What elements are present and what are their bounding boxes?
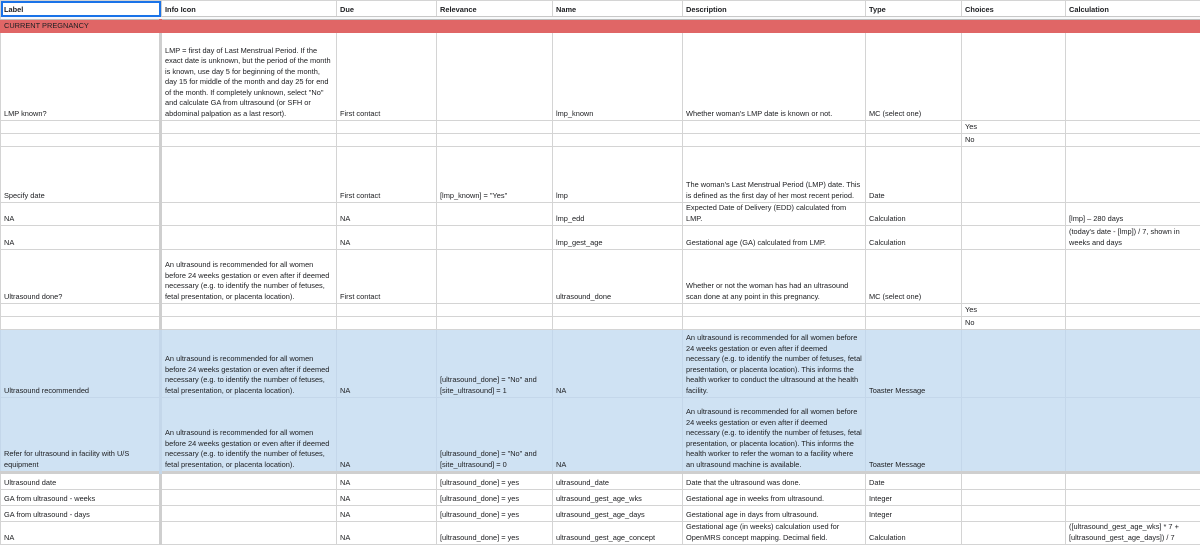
cell-info[interactable] <box>161 317 337 330</box>
table-row <box>1 121 1200 134</box>
cell-description[interactable] <box>683 134 866 147</box>
cell-info[interactable] <box>161 203 337 226</box>
cell-choices[interactable] <box>962 203 1066 226</box>
header-choices[interactable]: Choices <box>962 1 1066 17</box>
cell-description[interactable]: Gestational age (in weeks) calculation used for OpenMRS concept mapping. Decimal field. <box>683 522 866 545</box>
cell-due[interactable]: NA <box>337 490 437 506</box>
cell-label[interactable]: GA from ultrasound - weeks <box>1 490 161 506</box>
cell-info[interactable]: LMP = first day of Last Menstrual Period. If the exact date is unknown, but the period of the month is known, use day 5 for beginning of the month, day 15 for middle of the month and day 25 for end of the month. If completely unknown, select "No" and calculate GA from ultrasound (or SFH or abdominal palpation as a last resort). <box>161 33 337 121</box>
cell-name[interactable]: lmp_known <box>553 33 683 121</box>
cell-label[interactable] <box>1 304 161 317</box>
cell-choices[interactable] <box>962 33 1066 121</box>
cell-description[interactable]: Whether woman's LMP date is known or not. <box>683 33 866 121</box>
cell-calculation[interactable] <box>1066 398 1200 473</box>
cell-choices[interactable] <box>962 147 1066 203</box>
header-type[interactable]: Type <box>866 1 962 17</box>
cell-choices[interactable] <box>962 226 1066 250</box>
cell-due[interactable]: NA <box>337 398 437 473</box>
cell-type[interactable]: Calculation <box>866 203 962 226</box>
cell-description[interactable]: An ultrasound is recommended for all women before 24 weeks gestation or even after if deemed necessary (e.g. to identify the number of fetuses, fetal presentation, or placenta location). This informs the health worker to refer the woman to a facility where an ultrasound machine is available. <box>683 398 866 473</box>
cell-type[interactable]: Toaster Message <box>866 330 962 398</box>
cell-relevance[interactable]: [ultrasound_done] = "No" and [site_ultrasound] = 0 <box>437 398 553 473</box>
cell-label[interactable] <box>1 134 161 147</box>
section-cell[interactable] <box>437 20 553 33</box>
cell-label[interactable]: GA from ultrasound - days <box>1 506 161 522</box>
cell-choices[interactable]: Yes <box>962 121 1066 134</box>
table-row <box>1 33 1200 121</box>
cell-relevance[interactable] <box>437 226 553 250</box>
table-row <box>1 203 1200 226</box>
cell-relevance[interactable]: [lmp_known] = "Yes" <box>437 147 553 203</box>
cell-type[interactable]: Integer <box>866 506 962 522</box>
cell-relevance[interactable] <box>437 250 553 304</box>
section-cell[interactable] <box>866 20 962 33</box>
table-row <box>1 226 1200 250</box>
cell-due[interactable]: First contact <box>337 147 437 203</box>
cell-type[interactable] <box>866 121 962 134</box>
cell-due[interactable]: NA <box>337 203 437 226</box>
cell-choices[interactable] <box>962 250 1066 304</box>
cell-name[interactable]: NA <box>553 398 683 473</box>
cell-due[interactable]: NA <box>337 506 437 522</box>
cell-choices[interactable]: Yes <box>962 304 1066 317</box>
cell-due[interactable]: NA <box>337 330 437 398</box>
cell-type[interactable]: Date <box>866 473 962 490</box>
cell-name[interactable]: ultrasound_date <box>553 473 683 490</box>
cell-name[interactable] <box>553 134 683 147</box>
cell-description[interactable]: The woman's Last Menstrual Period (LMP) date. This is defined as the first day of her most recent period. <box>683 147 866 203</box>
cell-relevance[interactable]: [ultrasound_done] = yes <box>437 473 553 490</box>
cell-type[interactable] <box>866 304 962 317</box>
cell-label[interactable]: Ultrasound recommended <box>1 330 161 398</box>
cell-info[interactable] <box>161 121 337 134</box>
cell-name[interactable]: NA <box>553 330 683 398</box>
cell-description[interactable]: Gestational age in days from ultrasound. <box>683 506 866 522</box>
cell-due[interactable]: First contact <box>337 33 437 121</box>
cell-label[interactable] <box>1 317 161 330</box>
cell-choices[interactable] <box>962 473 1066 490</box>
cell-label[interactable] <box>1 121 161 134</box>
cell-type[interactable]: Calculation <box>866 522 962 545</box>
cell-type[interactable]: Toaster Message <box>866 398 962 473</box>
cell-choices[interactable] <box>962 522 1066 545</box>
cell-relevance[interactable] <box>437 121 553 134</box>
cell-label[interactable]: NA <box>1 203 161 226</box>
cell-name[interactable]: lmp <box>553 147 683 203</box>
table-row <box>1 522 1200 545</box>
cell-relevance[interactable] <box>437 203 553 226</box>
section-cell[interactable] <box>962 20 1066 33</box>
cell-name[interactable]: ultrasound_done <box>553 250 683 304</box>
table-row <box>1 506 1200 522</box>
header-info-icon[interactable]: Info Icon <box>161 1 337 17</box>
cell-info[interactable]: An ultrasound is recommended for all women before 24 weeks gestation or even after if deemed necessary (e.g. to identify the number of fetuses, fetal presentation, or placenta location). <box>161 398 337 473</box>
cell-choices[interactable] <box>962 398 1066 473</box>
cell-name[interactable] <box>553 304 683 317</box>
cell-type[interactable] <box>866 317 962 330</box>
cell-due[interactable]: First contact <box>337 250 437 304</box>
cell-due[interactable] <box>337 304 437 317</box>
header-calculation[interactable]: Calculation <box>1066 1 1200 17</box>
cell-type[interactable]: Integer <box>866 490 962 506</box>
cell-description[interactable]: Expected Date of Delivery (EDD) calculated from LMP. <box>683 203 866 226</box>
table-row <box>1 490 1200 506</box>
cell-info[interactable]: An ultrasound is recommended for all women before 24 weeks gestation or even after if deemed necessary (e.g. to identify the number of fetuses, fetal presentation, or placenta location). <box>161 250 337 304</box>
table-row <box>1 330 1200 398</box>
cell-due[interactable] <box>337 121 437 134</box>
cell-choices[interactable] <box>962 506 1066 522</box>
section-row <box>1 20 1200 33</box>
cell-info[interactable] <box>161 304 337 317</box>
table-row <box>1 147 1200 203</box>
cell-calculation[interactable] <box>1066 506 1200 522</box>
cell-calculation[interactable]: ([ultrasound_gest_age_wks] * 7 + [ultrasound_gest_age_days]) / 7 <box>1066 522 1200 545</box>
header-label[interactable]: Label <box>1 1 161 17</box>
cell-name[interactable]: lmp_gest_age <box>553 226 683 250</box>
cell-calculation[interactable] <box>1066 330 1200 398</box>
table-row <box>1 473 1200 490</box>
cell-info[interactable] <box>161 490 337 506</box>
cell-description[interactable] <box>683 317 866 330</box>
cell-calculation[interactable]: (today's date - [lmp]) / 7, shown in weeks and days <box>1066 226 1200 250</box>
cell-description[interactable]: Date that the ultrasound was done. <box>683 473 866 490</box>
table-row <box>1 304 1200 317</box>
section-title[interactable]: CURRENT PREGNANCY <box>1 20 161 33</box>
cell-info[interactable] <box>161 506 337 522</box>
cell-due[interactable] <box>337 134 437 147</box>
cell-description[interactable]: Gestational age (GA) calculated from LMP. <box>683 226 866 250</box>
cell-relevance[interactable] <box>437 33 553 121</box>
cell-relevance[interactable] <box>437 317 553 330</box>
cell-info[interactable] <box>161 473 337 490</box>
cell-calculation[interactable] <box>1066 134 1200 147</box>
section-cell[interactable] <box>553 20 683 33</box>
cell-calculation[interactable] <box>1066 473 1200 490</box>
cell-type[interactable]: MC (select one) <box>866 250 962 304</box>
cell-due[interactable]: NA <box>337 226 437 250</box>
section-cell[interactable] <box>161 20 337 33</box>
table-row <box>1 317 1200 330</box>
cell-calculation[interactable] <box>1066 304 1200 317</box>
header-description[interactable]: Description <box>683 1 866 17</box>
cell-choices[interactable]: No <box>962 134 1066 147</box>
header-name[interactable]: Name <box>553 1 683 17</box>
cell-relevance[interactable] <box>437 134 553 147</box>
cell-label[interactable]: NA <box>1 522 161 545</box>
cell-type[interactable]: Date <box>866 147 962 203</box>
cell-choices[interactable]: No <box>962 317 1066 330</box>
cell-description[interactable] <box>683 121 866 134</box>
header-row <box>1 1 1200 17</box>
section-cell[interactable] <box>683 20 866 33</box>
cell-due[interactable]: NA <box>337 522 437 545</box>
cell-description[interactable]: Whether or not the woman has had an ultrasound scan done at any point in this pregnancy. <box>683 250 866 304</box>
cell-label[interactable]: LMP known? <box>1 33 161 121</box>
cell-due[interactable] <box>337 317 437 330</box>
cell-info[interactable] <box>161 147 337 203</box>
cell-label[interactable]: NA <box>1 226 161 250</box>
section-cell[interactable] <box>1066 20 1200 33</box>
cell-name[interactable] <box>553 121 683 134</box>
cell-description[interactable]: Gestational age in weeks from ultrasound. <box>683 490 866 506</box>
cell-label[interactable]: Ultrasound done? <box>1 250 161 304</box>
header-due[interactable]: Due <box>337 1 437 17</box>
cell-type[interactable]: Calculation <box>866 226 962 250</box>
cell-calculation[interactable] <box>1066 147 1200 203</box>
cell-name[interactable]: ultrasound_gest_age_wks <box>553 490 683 506</box>
cell-due[interactable]: NA <box>337 473 437 490</box>
table-row <box>1 398 1200 473</box>
cell-relevance[interactable] <box>437 304 553 317</box>
cell-info[interactable]: An ultrasound is recommended for all women before 24 weeks gestation or even after if deemed necessary (e.g. to identify the number of fetuses, fetal presentation, or placenta location). <box>161 330 337 398</box>
cell-calculation[interactable] <box>1066 490 1200 506</box>
cell-type[interactable]: MC (select one) <box>866 33 962 121</box>
cell-name[interactable] <box>553 317 683 330</box>
cell-relevance[interactable]: [ultrasound_done] = yes <box>437 490 553 506</box>
cell-info[interactable] <box>161 522 337 545</box>
cell-calculation[interactable] <box>1066 317 1200 330</box>
cell-name[interactable]: ultrasound_gest_age_days <box>553 506 683 522</box>
section-cell[interactable] <box>337 20 437 33</box>
cell-calculation[interactable] <box>1066 121 1200 134</box>
cell-type[interactable] <box>866 134 962 147</box>
cell-info[interactable] <box>161 226 337 250</box>
table-row <box>1 134 1200 147</box>
cell-name[interactable]: lmp_edd <box>553 203 683 226</box>
cell-relevance[interactable]: [ultrasound_done] = yes <box>437 522 553 545</box>
cell-description[interactable]: An ultrasound is recommended for all women before 24 weeks gestation or even after if deemed necessary (e.g. to identify the number of fetuses, fetal presentation, or placenta location). This informs the health worker to conduct the ultrasound at the health facility. <box>683 330 866 398</box>
cell-choices[interactable] <box>962 490 1066 506</box>
cell-choices[interactable] <box>962 330 1066 398</box>
cell-label[interactable]: Specify date <box>1 147 161 203</box>
cell-calculation[interactable] <box>1066 250 1200 304</box>
cell-label[interactable]: Refer for ultrasound in facility with U/S equipment <box>1 398 161 473</box>
cell-calculation[interactable] <box>1066 33 1200 121</box>
cell-description[interactable] <box>683 304 866 317</box>
cell-relevance[interactable]: [ultrasound_done] = yes <box>437 506 553 522</box>
cell-info[interactable] <box>161 134 337 147</box>
cell-relevance[interactable]: [ultrasound_done] = "No" and [site_ultrasound] = 1 <box>437 330 553 398</box>
header-relevance[interactable]: Relevance <box>437 1 553 17</box>
cell-label[interactable]: Ultrasound date <box>1 473 161 490</box>
table-row <box>1 250 1200 304</box>
cell-name[interactable]: ultrasound_gest_age_concept <box>553 522 683 545</box>
cell-calculation[interactable]: [lmp] – 280 days <box>1066 203 1200 226</box>
